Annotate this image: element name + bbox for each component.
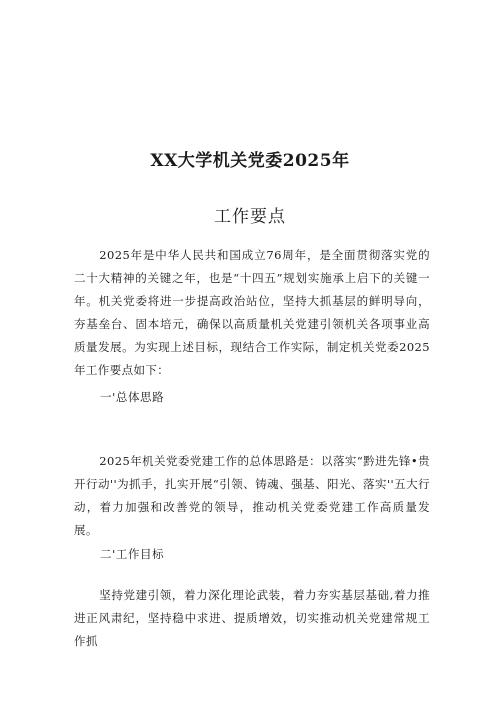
- intro-paragraph: 2025年是中华人民共和国成立76周年，是全面贯彻落实党的二十大精神的关键之年，也是“十四五”规划实施承上启下的关键一年。机关党委将进一步提高政治站位，坚持大抓基层的鲜明导向，夯基垒台、固本培元，确保以高质量机关党建引领机关各项事业高质量发展。为实现上述目标，现结合工作实际，制定机关党委2025年工作要点如下：: [74, 248, 430, 377]
- document-subtitle: 工作要点: [214, 207, 286, 227]
- section-heading-2: 二'工作目标: [100, 547, 165, 561]
- document-title: XX大学机关党委2025年: [150, 151, 350, 171]
- section-heading-1: 一'总体思路: [100, 390, 165, 404]
- section-body-2: 坚持党建引领，着力深化理论武装，着力夯实基层基础,着力推进正风肃纪，坚持稳中求进、提质增效，切实推动机关党建常规工作抓: [74, 588, 430, 648]
- section-body-1: 2025年机关党委党建工作的总体思路是：以落实“黔进先锋•贵开行动''为抓手，扎实开展“引领、铸魂、强基、阳光、落实''五大行动，着力加强和改善党的领导，推动机关党委党建工作高质量发展。: [74, 454, 430, 537]
